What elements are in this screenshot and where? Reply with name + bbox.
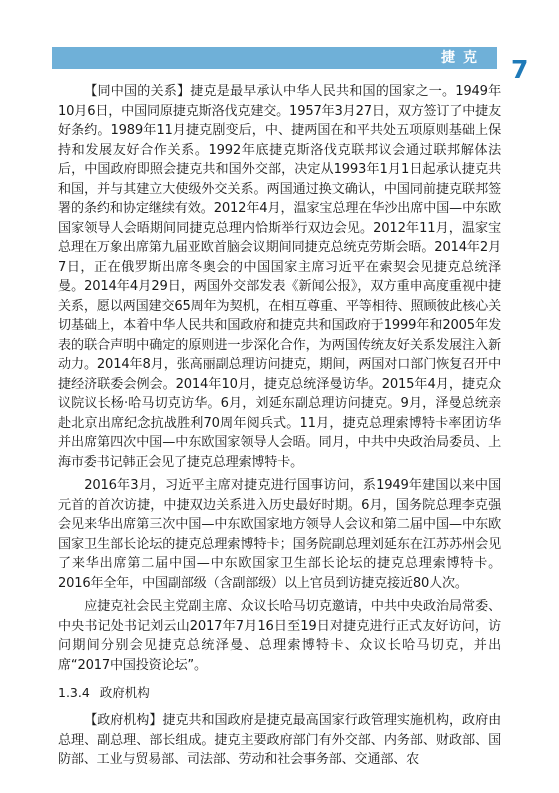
section-heading [58, 683, 501, 703]
paragraph-2017-visit: 应捷克社会民主党副主席、众议长哈马切克邀请，中共中央政治局常委、中央书记处书记刘云山2017年7月16日至19日对捷克进行正式友好访问，访问期间分别会见捷克总统泽曼、总理索博特卡、众议长哈马切克，并出席“2017中国投资论坛”。 [58, 599, 501, 673]
page-body [58, 82, 501, 774]
section-number: 1.3.4 [58, 685, 90, 700]
paragraph-2016-visits: 2016年3月，习近平主席对捷克进行国事访问，系1949年建国以来中国元首的首次访捷，中捷双边关系进入历史最好时期。6月，国务院总理李克强会见来华出席第三次中国—中东欧国家地方领导人会议和第二届中国—中东欧国家卫生部长论坛的捷克总理索博特卡；国务院副总理刘延东在江苏苏州会见了来华出席第二届中国—中东欧国家卫生部长论坛的捷克总理索博特卡。2016年全年，中国副部级（含副部级）以上官员到访捷克接近80人次。 [58, 478, 501, 591]
chapter-title: 捷克 [441, 50, 485, 66]
chapter-header-bar [52, 47, 497, 69]
section-title: 政府机构 [99, 685, 150, 700]
page-number: 7 [511, 55, 529, 84]
paragraph-china-relations: 【同中国的关系】捷克是最早承认中华人民共和国的国家之一。1949年10月6日，中国同原捷克斯洛伐克建交。1957年3月27日，双方签订了中捷友好条约。1989年11月捷克剧变后，中、捷两国在和平共处五项原则基础上保持和发展友好合作关系。1992年底捷克斯洛伐克联邦议会通过联邦解体法后，中国政府即照会捷克共和国外交部，决定从1993年1月1日起承认捷克共和国，并与其建立大使级外交关系。两国通过换文确认，中国同前捷克联邦签署的条约和协定继续有效。2012年4月，温家宝总理在华沙出席中国—中东欧国家领导人会晤期间同捷克总理内恰斯举行双边会见。2012年11月，温家宝总理在万象出席第九届亚欧首脑会议期间同捷克总统克劳斯会晤。2014年2月7日，正在俄罗斯出席冬奥会的中国国家主席习近平在索契会见捷克总统泽曼。2014年4月29日，两国外交部发表《新闻公报》，双方重申高度重视中捷关系，愿以两国建交65周年为契机，在相互尊重、平等相待、照顾彼此核心关切基础上，本着中华人民共和国政府和捷克共和国政府于1999年和2005年发表的联合声明中确定的原则进一步深化合作，为两国传统友好关系发展注入新动力。2014年8月，张高丽副总理访问捷克，期间，两国对口部门恢复召开中捷经济联委会例会。2014年10月，捷克总统泽曼访华。2015年4月，捷克众议院议长杨·哈马切克访华。6月，刘延东副总理访问捷克。9月，泽曼总统亲赴北京出席纪念抗战胜利70周年阅兵式。11月，捷克总理索博特卡率团访华并出席第四次中国—中东欧国家领导人会晤。同月，中共中央政治局委员、上海市委书记韩正会见了捷克总理索博特卡。 [58, 84, 501, 470]
paragraph-government-bodies: 【政府机构】捷克共和国政府是捷克最高国家行政管理实施机构，政府由总理、副总理、部长组成。捷克主要政府部门有外交部、内务部、财政部、国防部、工业与贸易部、司法部、劳动和社会事务部、交通部、农 [58, 713, 501, 767]
